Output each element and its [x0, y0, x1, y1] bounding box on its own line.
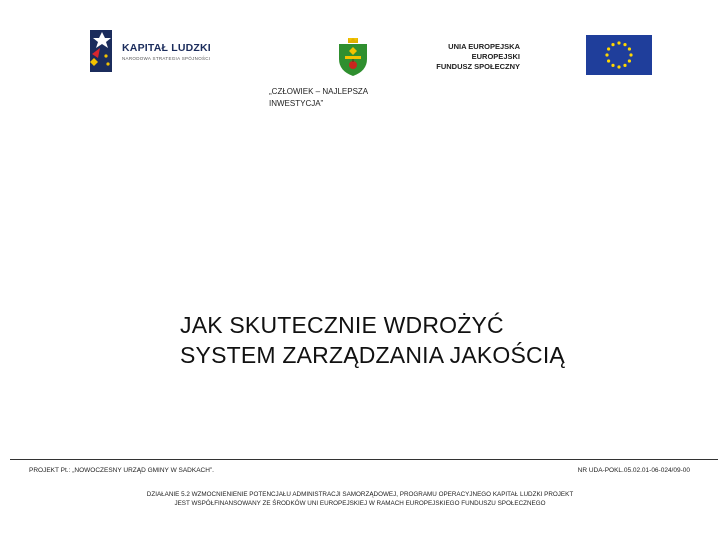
gmina-coat-of-arms-icon — [337, 37, 369, 77]
eu-flag-icon — [586, 35, 652, 75]
eu-line-1: UNIA EUROPEJSKA — [448, 42, 520, 51]
motto — [269, 86, 368, 110]
funding-statement-line-1: DZIAŁANIE 5.2 WZMOCNIENIENIE POTENCJAŁU ADMINISTRACJI SAMORZĄDOWEJ, PROGRAMU OPERACYJNEGO KAPITAŁ LUDZKI PROJEKT — [146, 491, 574, 498]
kapital-ludzki-logo — [86, 28, 226, 76]
project-name: PROJEKT Pt.: „NOWOCZESNY URZĄD GMINY W SADKACH”. — [29, 467, 214, 474]
slide-title — [180, 310, 565, 370]
funding-statement — [0, 490, 720, 508]
slide-title-line-1: JAK SKUTECZNIE WDROŻYĆ — [180, 312, 504, 338]
eu-line-2: EUROPEJSKI — [471, 52, 520, 61]
funding-statement-line-2: JEST WSPÓŁFINANSOWANY ZE ŚRODKÓW UNI EUROPEJSKIEJ W RAMACH EUROPEJSKIEGO FUNDUSZU SPOŁECZNEGO — [174, 500, 546, 507]
slide-title-line-2: SYSTEM ZARZĄDZANIA JAKOŚCIĄ — [180, 342, 565, 368]
motto-line-1: „CZŁOWIEK – NAJLEPSZA — [269, 87, 369, 96]
project-number: NR UDA-POKL.05.02.01-06-024/09-00 — [577, 467, 690, 474]
kapital-ludzki-subtitle: NARODOWA STRATEGIA SPÓJNOŚCI — [122, 56, 211, 61]
eu-logo-text — [436, 42, 520, 72]
eu-line-3: FUNDUSZ SPOŁECZNY — [436, 62, 520, 71]
kapital-ludzki-mark-icon — [86, 28, 116, 74]
motto-line-2: INWESTYCJA” — [269, 99, 324, 108]
kapital-ludzki-title: KAPITAŁ LUDZKI — [122, 42, 211, 54]
footer-divider — [10, 459, 718, 460]
